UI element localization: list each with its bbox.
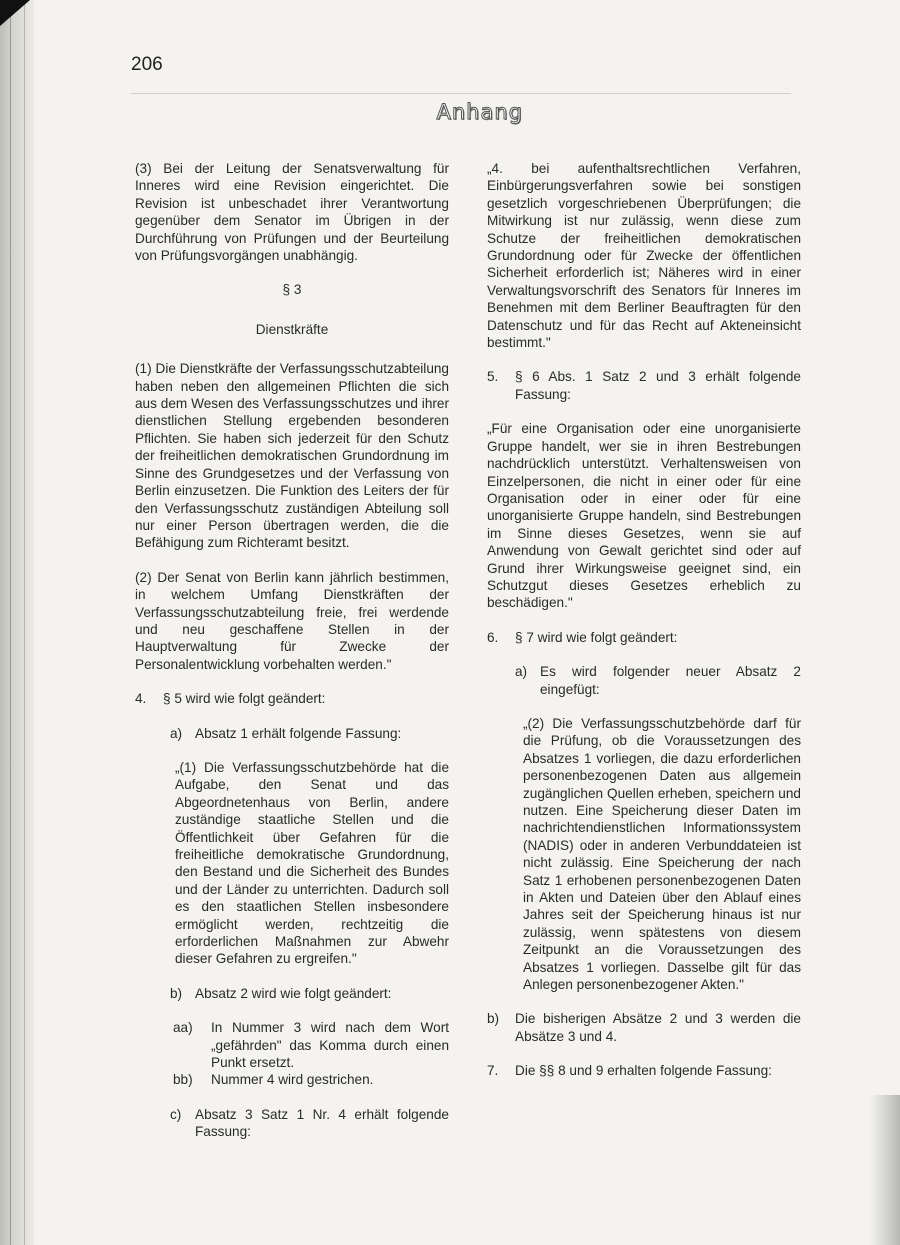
- left-column: [135, 160, 449, 1158]
- list-item: [487, 368, 801, 403]
- list-text: Die bisherigen Absätze 2 und 3 werden die Absätze 3 und 4.: [515, 1011, 801, 1044]
- sub-sub-item: [173, 1019, 449, 1071]
- list-marker: a): [170, 725, 183, 741]
- list-text: In Nummer 3 wird nach dem Wort „gefährden" das Komma durch einen Punkt ersetzt.: [211, 1020, 449, 1071]
- spine-line: [24, 0, 25, 1245]
- paragraph: (2) Der Senat von Berlin kann jährlich bestimmen, in welchem Umfang Dienstkräften der Verfassungsschutzabteilung freie, frei werdende und neu geschaffene Stellen in der Hauptverwaltung für Zwecke der Personalentwicklung vorbehalten werden.": [135, 569, 449, 672]
- sub-item: [170, 1106, 449, 1141]
- list-text: Die §§ 8 und 9 erhalten folgende Fassung:: [515, 1063, 772, 1079]
- list-marker: bb): [173, 1072, 193, 1088]
- paragraph: (3) Bei der Leitung der Senatsverwaltung für Inneres wird eine Revision eingerichtet. Die Revision ist unbeschadet ihrer Verantwortung gegenüber dem Senator im Übrigen in der Durchführung von Prüfungen und der Beurteilung von Prüfungsvorgängen unabhängig.: [135, 161, 449, 264]
- list-marker: b): [170, 985, 183, 1001]
- list-text: Absatz 1 erhält folgende Fassung:: [195, 725, 402, 741]
- scan-corner-mark: [0, 0, 30, 26]
- list-text: § 6 Abs. 1 Satz 2 und 3 erhält folgende Fassung:: [515, 369, 801, 402]
- section-header: Anhang: [436, 100, 523, 124]
- right-column: [487, 160, 801, 1097]
- list-marker: a): [515, 664, 528, 680]
- page-edge-shadow: [870, 1095, 900, 1245]
- list-marker: b): [487, 1011, 500, 1027]
- list-marker: 7.: [487, 1063, 499, 1079]
- list-text: Nummer 4 wird gestrichen.: [211, 1072, 374, 1088]
- paragraph: „4. bei aufenthaltsrechtlichen Verfahren, Einbürgerungsverfahren sowie bei sonstigen gesetzlich vorgeschriebenen Überprüfungen; die Mitwirkung ist nur zulässig, wenn diese zum Schutze der freiheitlichen demokratischen Grundordnung oder für Zwecke der öffentlichen Sicherheit erforderlich ist; Näheres wird in einer Verwaltungsvorschrift des Senators für Inneres im Benehmen mit dem Berliner Beauftragten für den Datenschutz und für das Recht auf Akteneinsicht bestimmt.": [487, 161, 801, 351]
- list-marker: aa): [173, 1020, 193, 1036]
- list-text: Absatz 2 wird wie folgt geändert:: [195, 985, 392, 1001]
- list-item: [487, 1010, 801, 1045]
- header-rule: [131, 93, 791, 94]
- list-item: [487, 629, 801, 646]
- section-number: § 3: [282, 282, 302, 298]
- quoted-text: „Für eine Organisation oder eine unorganisierte Gruppe handelt, wer sie in ihren Bestrebungen nachdrücklich unterstützt. Verhaltensweisen von Einzelpersonen, die nicht in einer oder für eine Organisation oder in einer oder für eine unorganisierte Gruppe handeln, sind Bestrebungen im Sinne dieses Gesetzes, wenn sie auf Anwendung von Gewalt gerichtet sind oder auf Grund ihrer Wirkungsweise geeignet sind, ein Schutzgut dieses Gesetzes erheblich zu beschädigen.": [487, 421, 801, 611]
- list-marker: 6.: [487, 629, 499, 645]
- quoted-text: „(1) Die Verfassungsschutzbehörde hat die Aufgabe, den Senat und das Abgeordnetenhaus von Berlin, andere zuständige staatliche Stellen und die Öffentlichkeit über Gefahren für die freiheitliche demokratische Grundordnung, den Bestand und die Sicherheit des Bundes und der Länder zu unterrichten. Dadurch soll es den staatlichen Stellen insbesondere ermöglicht werden, rechtzeitig die erforderlichen Maßnahmen zur Abwehr dieser Gefahren zu ergreifen.": [175, 759, 449, 967]
- list-text: Es wird folgender neuer Absatz 2 eingefügt:: [540, 664, 801, 697]
- sub-item: [170, 985, 449, 1002]
- list-text: Absatz 3 Satz 1 Nr. 4 erhält folgende Fassung:: [195, 1106, 449, 1140]
- page-number: 206: [131, 54, 163, 75]
- book-spine-shadow: [0, 0, 34, 1245]
- list-item: [135, 690, 449, 707]
- sub-item: [515, 663, 801, 698]
- list-marker: 4.: [135, 691, 147, 707]
- quoted-text: „(2) Die Verfassungsschutzbehörde darf für die Prüfung, ob die Voraussetzungen des Absatzes 1 vorliegen, die dazu erforderlichen personenbezogenen Daten aus allgemein zugänglichen Quellen erheben, speichern und nutzen. Eine Speicherung dieser Daten im nachrichtendienstlichen Informationssystem (NADIS) oder in anderen Verbunddateien ist nicht zulässig. Eine Speicherung der nach Satz 1 erhobenen personenbezogenen Daten in Akten und Dateien über den Ablauf eines Jahres seit der Speicherung hinaus ist nur zulässig, wenn spätestens von diesem Zeitpunkt an die Voraussetzungen des Absatzes 1 vorliegen. Dasselbe gilt für das Anlegen personenbezogener Akten.": [523, 715, 801, 993]
- sub-sub-item: [173, 1071, 449, 1088]
- sub-item: [170, 725, 449, 742]
- list-marker: 5.: [487, 369, 499, 385]
- list-marker: c): [170, 1106, 182, 1122]
- list-item: [487, 1062, 801, 1079]
- list-text: § 7 wird wie folgt geändert:: [515, 629, 678, 645]
- spine-line: [10, 0, 11, 1245]
- section-title: Dienstkräfte: [255, 321, 329, 337]
- paragraph: (1) Die Dienstkräfte der Verfassungsschutzabteilung haben neben den allgemeinen Pflichten die sich aus dem Wesen des Verfassungsschutzes und ihrer dienstlichen Stellung ergebenden besonderen Pflichten. Sie haben sich jederzeit für den Schutz der freiheitlichen demokratischen Grundordnung im Sinne des Grundgesetzes und der Verfassung von Berlin einzusetzen. Die Funktion des Leiters der für den Verfassungsschutz zuständigen Abteilung soll nur einer Person übertragen werden, die die Befähigung zum Richteramt besitzt.: [135, 361, 449, 551]
- list-text: § 5 wird wie folgt geändert:: [163, 691, 326, 707]
